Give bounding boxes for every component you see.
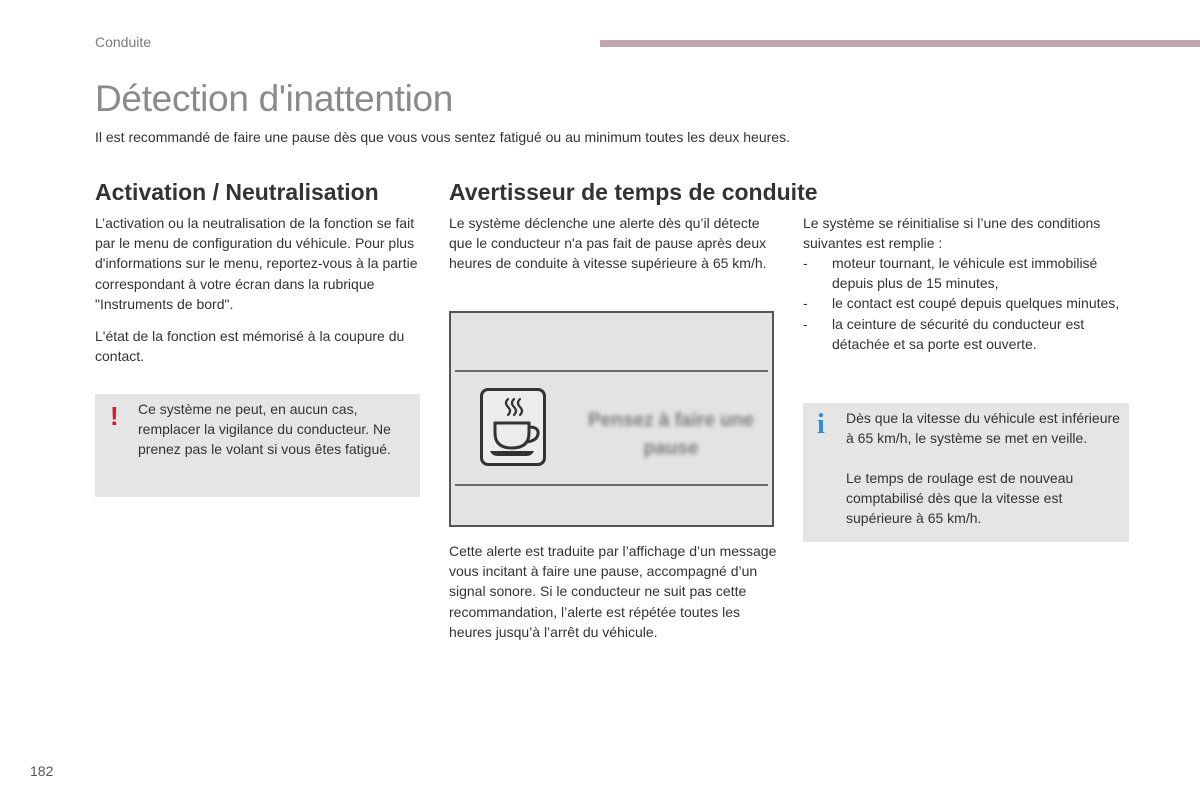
info-icon: i [817, 409, 825, 440]
info-text-standby: Dès que la vitesse du véhicule est inférieure à 65 km/h, le système se met en veille. [846, 410, 1120, 447]
list-item [803, 314, 1133, 354]
state-memory-paragraph: L'état de la fonction est mémorisé à la coupure du contact. [95, 328, 405, 365]
intro-text: Il est recommandé de faire une pause dès que vous vous sentez fatigué ou au minimum toutes les deux heures. [95, 129, 790, 145]
dash-bullet: - [803, 315, 808, 332]
warning-exclamation-icon: ! [110, 401, 119, 431]
page-title: Détection d'inattention [95, 78, 454, 119]
alert-message: Pensez à faire une pause [588, 410, 754, 459]
reset-intro: Le système se réinitialise si l’une des conditions suivantes est remplie : [803, 215, 1101, 252]
warning-text: Ce système ne peut, en aucun cas, remplacer la vigilance du conducteur. Ne prenez pas le volant si vous êtes fatigué. [138, 401, 391, 458]
display-divider-bottom [455, 484, 768, 486]
display-divider-top [455, 370, 768, 372]
info-note [803, 403, 1129, 542]
condition-text: la ceinture de sécurité du conducteur est détachée et sa porte est ouverte. [832, 315, 1085, 352]
condition-text: moteur tournant, le véhicule est immobilisé depuis plus de 15 minutes, [832, 255, 1098, 292]
header-accent-bar [600, 40, 1200, 47]
page-number: 182 [30, 763, 54, 779]
activation-paragraph: L’activation ou la neutralisation de la fonction se fait par le menu de configuration du véhicule. Pour plus d'informations sur le menu, reportez-vous à la partie correspondant à votre écran dans la rubrique "Instruments de bord". [95, 215, 418, 312]
list-item [803, 293, 1133, 313]
dash-bullet: - [803, 295, 808, 312]
condition-text: le contact est coupé depuis quelques minutes, [832, 295, 1120, 312]
warning-note [95, 394, 420, 497]
driving-time-heading: Avertisseur de temps de conduite [449, 179, 818, 205]
list-item [803, 253, 1133, 293]
section-label: Conduite [95, 34, 152, 50]
reset-conditions-list [803, 253, 1133, 354]
activation-heading: Activation / Neutralisation [95, 179, 379, 205]
driving-time-paragraph: Le système déclenche une alerte dès qu’il détecte que le conducteur n'a pas fait de pause après deux heures de conduite à vitesse supérieure à 65 km/h. [449, 215, 767, 272]
dash-bullet: - [803, 255, 808, 271]
info-text-resume: Le temps de roulage est de nouveau comptabilisé dès que la vitesse est supérieure à 65 km/h. [846, 470, 1074, 527]
alert-description-paragraph: Cette alerte est traduite par l’affichage d’un message vous incitant à faire une pause, accompagné d’un signal sonore. Si le conducteur ne suit pas cette recommandation, l’alerte est répétée toutes les heures jusqu’à l’arrêt du véhicule. [449, 543, 777, 640]
dashboard-display-illustration [449, 311, 774, 527]
coffee-cup-icon [480, 388, 546, 466]
